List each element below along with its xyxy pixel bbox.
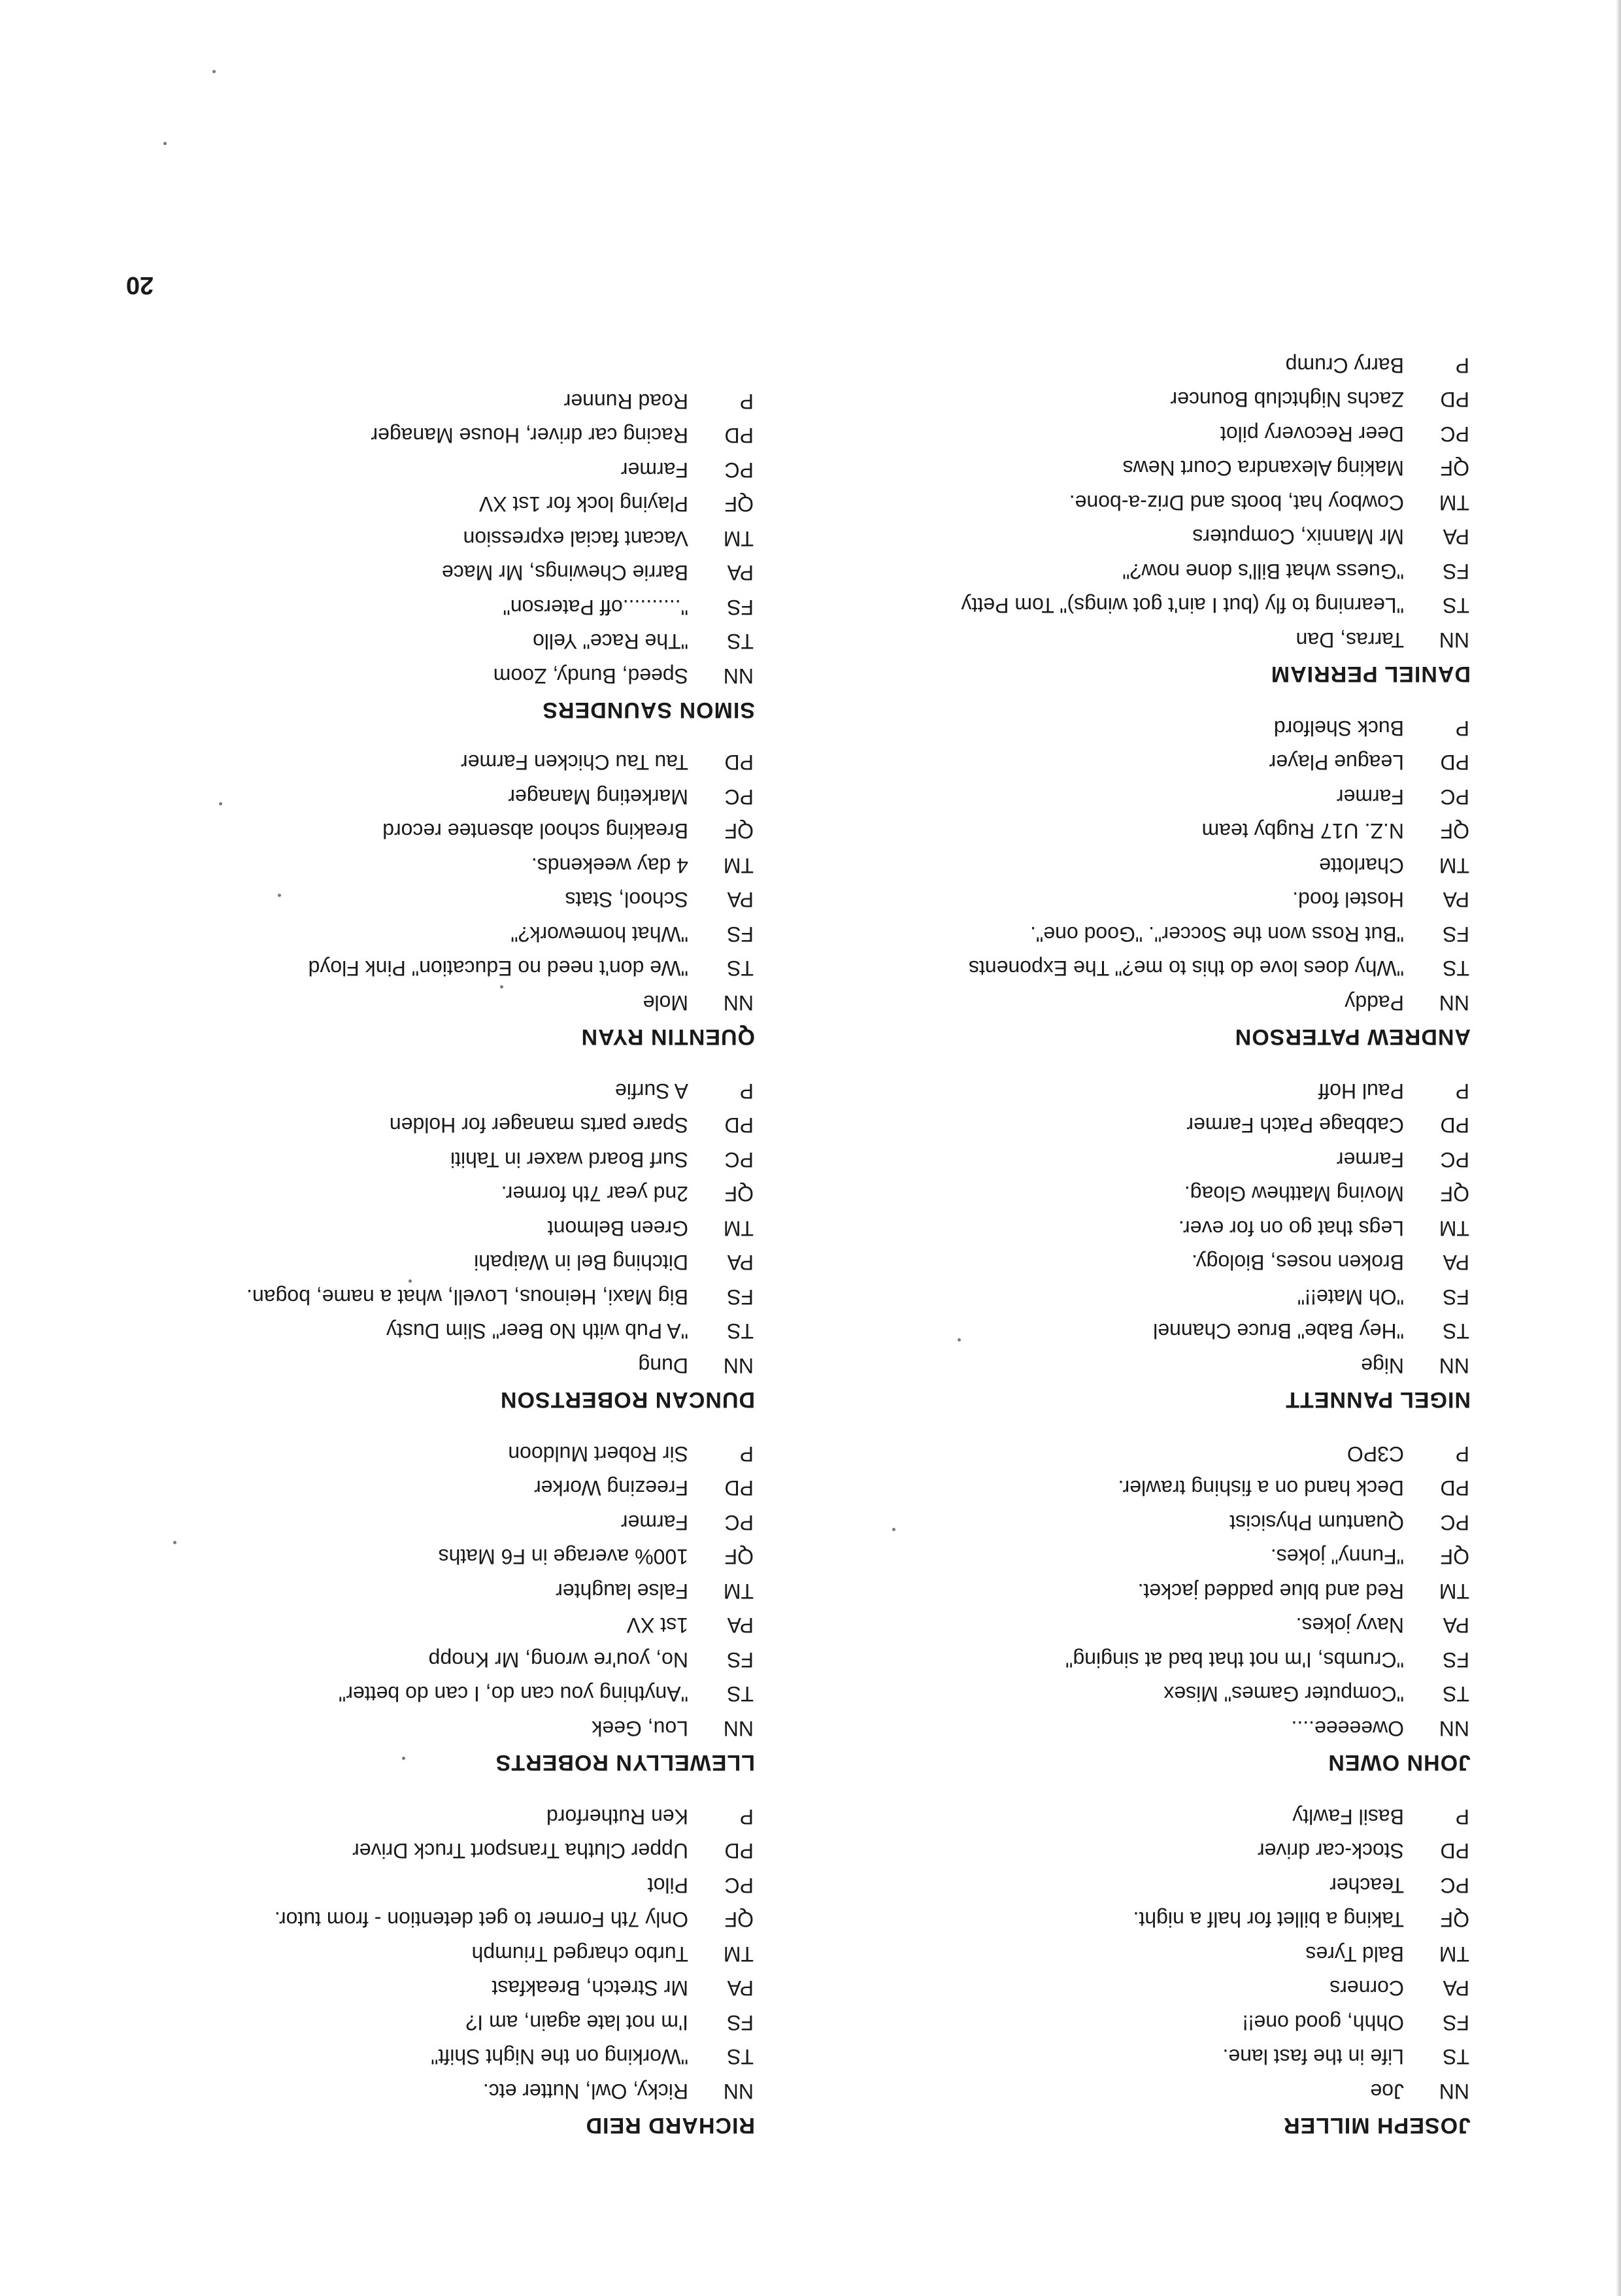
- profile-row: [101, 745, 755, 780]
- profile-row: [101, 2006, 755, 2040]
- row-value: Tau Tau Chicken Farmer: [461, 751, 688, 775]
- row-code: PC: [724, 785, 754, 809]
- profile-row: [817, 1177, 1471, 1211]
- profile-name: QUENTIN RYAN: [580, 1024, 755, 1049]
- row-value: Farmer: [620, 458, 688, 482]
- row-code: TS: [727, 1682, 754, 1706]
- profile-row: [101, 849, 755, 883]
- profile-row: [101, 951, 755, 986]
- row-value: Green Belmont: [547, 1217, 688, 1240]
- row-value: Barrie Chewings, Mr Mace: [442, 561, 688, 585]
- row-code: PA: [727, 1613, 754, 1638]
- profile-row: [817, 2040, 1471, 2074]
- profile-row: [101, 1245, 755, 1280]
- scan-speck: [173, 1541, 176, 1544]
- row-value: Racing car driver, House Manager: [371, 424, 688, 448]
- row-value: Quantum Physicist: [1229, 1511, 1404, 1534]
- profile-row: [817, 1074, 1471, 1109]
- row-value: Deck hand on a fishing trawler.: [1118, 1476, 1404, 1500]
- profile-name: SIMON SAUNDERS: [542, 698, 755, 722]
- row-value: Lou, Geek: [592, 1717, 688, 1740]
- row-value: Farmer: [1336, 1148, 1404, 1172]
- scan-speck: [212, 70, 216, 73]
- row-code: NN: [723, 664, 754, 688]
- profile-row: [101, 1108, 755, 1143]
- row-code: PD: [1440, 751, 1469, 775]
- row-value: "The Race" Yello: [533, 630, 688, 654]
- row-code: FS: [1443, 1648, 1469, 1672]
- row-code: TS: [1443, 594, 1469, 618]
- row-code: PC: [724, 1511, 754, 1534]
- profile-row: [817, 451, 1471, 486]
- row-code: TS: [727, 630, 754, 654]
- row-code: PD: [724, 1839, 754, 1863]
- row-code: FS: [1443, 1285, 1469, 1309]
- row-value: "..........off Paterson": [503, 596, 688, 619]
- profile-row: [101, 1971, 755, 2006]
- profile-row: [101, 522, 755, 556]
- profile-row: [101, 1349, 755, 1383]
- row-code: TM: [723, 854, 754, 877]
- row-value: Charlotte: [1319, 854, 1404, 877]
- profile-row: [817, 1712, 1471, 1746]
- row-value: School, Stats: [565, 888, 688, 912]
- scan-speck: [892, 1528, 895, 1531]
- profile-row: [101, 1574, 755, 1609]
- row-value: Breaking school absentee record: [382, 819, 688, 843]
- profile-row: [817, 623, 1471, 658]
- row-code: TS: [727, 2045, 754, 2069]
- row-value: "Working on the Night Shift": [431, 2045, 688, 2069]
- row-value: Red and blue padded jacket.: [1137, 1579, 1404, 1603]
- row-code: PA: [1443, 888, 1469, 912]
- row-value: Deer Recovery pilot: [1220, 422, 1404, 446]
- row-value: "Why does love do this to me?" The Exponents: [968, 956, 1404, 981]
- row-code: TM: [1439, 1217, 1469, 1240]
- profile-row: [101, 917, 755, 952]
- row-code: TM: [1439, 491, 1469, 515]
- profile-row: [101, 1643, 755, 1678]
- row-code: PC: [1440, 1874, 1469, 1897]
- scan-speck: [278, 894, 281, 897]
- profile-row: [817, 711, 1471, 746]
- row-value: Navy jokes.: [1295, 1613, 1404, 1638]
- row-code: PD: [724, 751, 754, 775]
- row-code: TS: [1443, 1682, 1469, 1706]
- row-code: FS: [727, 1285, 754, 1309]
- row-value: Taking a billet for half a night.: [1133, 1908, 1404, 1932]
- profile-row: [817, 2006, 1471, 2040]
- row-code: P: [1455, 1442, 1469, 1466]
- profile-row: [817, 780, 1471, 815]
- row-code: FS: [727, 596, 754, 619]
- profile-row: [101, 590, 755, 625]
- profile-row: [101, 1471, 755, 1506]
- profile-row: [101, 1540, 755, 1574]
- row-code: PC: [1440, 785, 1469, 809]
- row-code: P: [739, 390, 754, 413]
- row-code: QF: [724, 492, 754, 516]
- row-value: Mole: [643, 991, 688, 1015]
- profile-row: [101, 2040, 755, 2074]
- profile-row: [817, 1349, 1471, 1383]
- scan-speck: [219, 802, 222, 805]
- profile-row: [817, 1506, 1471, 1540]
- row-code: PC: [724, 458, 754, 482]
- profile-row: [817, 745, 1471, 780]
- row-value: Farmer: [620, 1511, 688, 1534]
- profile-name: DANIEL PERRIAM: [1270, 662, 1471, 686]
- profile-row: [817, 382, 1471, 417]
- row-value: Zachs Nightclub Bouncer: [1170, 388, 1404, 412]
- row-code: QF: [724, 1182, 754, 1206]
- profile-row: [101, 1937, 755, 1972]
- profile-richard-reid: [101, 1800, 755, 2143]
- row-code: NN: [723, 1354, 754, 1377]
- row-code: P: [1455, 1079, 1469, 1103]
- profile-row: [817, 1471, 1471, 1506]
- row-code: FS: [727, 922, 754, 946]
- row-value: Teacher: [1329, 1874, 1404, 1897]
- row-value: C3PO: [1346, 1442, 1404, 1466]
- row-value: Joe: [1370, 2080, 1404, 2103]
- row-value: Life in the fast lane.: [1222, 2045, 1404, 2069]
- profile-row: [817, 1971, 1471, 2006]
- profile-quentin-ryan: [101, 745, 755, 1054]
- row-value: Stock-car driver: [1257, 1839, 1404, 1863]
- profile-row: [101, 986, 755, 1021]
- row-value: Basil Fawlty: [1292, 1805, 1404, 1829]
- row-value: Pilot: [647, 1874, 688, 1897]
- row-value: Sir Robert Muldoon: [508, 1442, 688, 1466]
- row-value: "Learning to fly (but I ain't got wings)" Tom Petty: [961, 594, 1404, 618]
- row-code: TM: [1439, 854, 1469, 877]
- profile-andrew-paterson: [817, 711, 1471, 1055]
- row-code: QF: [1440, 456, 1469, 481]
- row-code: PA: [1443, 1613, 1469, 1638]
- row-value: "What homework?": [510, 922, 688, 946]
- row-code: PA: [1443, 1976, 1469, 2001]
- row-value: League Player: [1269, 751, 1404, 775]
- profile-duncan-robertson: [101, 1074, 755, 1417]
- scan-speck: [163, 142, 167, 145]
- row-code: NN: [1439, 628, 1469, 652]
- row-code: PC: [1440, 422, 1469, 446]
- profile-row: [817, 1211, 1471, 1246]
- row-value: Paul Hoff: [1318, 1079, 1404, 1103]
- row-code: FS: [1443, 922, 1469, 946]
- profile-row: [101, 1314, 755, 1349]
- row-value: 100% average in F6 Maths: [438, 1545, 688, 1569]
- profile-row: [817, 520, 1471, 554]
- row-code: NN: [1439, 991, 1469, 1015]
- profile-row: [101, 814, 755, 849]
- profile-row: [817, 951, 1471, 986]
- row-value: Nige: [1361, 1354, 1404, 1377]
- row-value: Farmer: [1336, 785, 1404, 809]
- profile-row: [817, 1574, 1471, 1609]
- row-value: "Hey Babe" Bruce Channel: [1153, 1319, 1404, 1343]
- row-value: 2nd year 7th former.: [501, 1182, 688, 1206]
- row-value: "Crumbs, I'm not that bad at singing": [1065, 1648, 1404, 1672]
- row-value: "Anything you can do, I can do better": [338, 1682, 688, 1706]
- profile-row: [101, 1834, 755, 1868]
- profile-row: [101, 487, 755, 522]
- row-value: "We don't need no Education" Pink Floyd: [308, 956, 688, 981]
- profile-llewellyn-roberts: [101, 1437, 755, 1780]
- profile-name: ANDREW PATERSON: [1234, 1024, 1471, 1049]
- row-code: TS: [1443, 2045, 1469, 2069]
- profile-row: [817, 1143, 1471, 1177]
- profile-row: [101, 453, 755, 488]
- row-code: P: [739, 1442, 754, 1466]
- profile-row: [817, 917, 1471, 952]
- row-value: Freezing Worker: [534, 1476, 688, 1500]
- row-value: Big Maxi, Heinous, Lovell, what a name, bogan.: [246, 1285, 688, 1309]
- profile-row: [817, 1314, 1471, 1349]
- profile-row: [101, 1800, 755, 1834]
- profile-row: [817, 1437, 1471, 1472]
- profile-row: [101, 1280, 755, 1315]
- row-code: FS: [727, 1648, 754, 1672]
- profile-row: [817, 1608, 1471, 1643]
- row-code: P: [1455, 717, 1469, 740]
- row-value: Paddy: [1345, 991, 1404, 1015]
- row-value: Bald Tyres: [1305, 1942, 1404, 1966]
- row-value: Cowboy hat, boots and Driz-a-bone.: [1069, 491, 1404, 515]
- scan-speck: [500, 985, 503, 988]
- row-value: Ohhh, good one!!: [1242, 2011, 1404, 2034]
- row-code: FS: [1443, 560, 1469, 583]
- row-value: Buck Shelford: [1273, 717, 1404, 740]
- profile-simon-saunders: [101, 384, 755, 728]
- profile-row: [817, 814, 1471, 849]
- row-value: Only 7th Former to get detention - from tutor.: [274, 1908, 688, 1932]
- profile-row: [817, 588, 1471, 623]
- profile-row: [101, 659, 755, 694]
- row-value: Speed, Bundy, Zoom: [493, 664, 688, 688]
- profile-row: [101, 1712, 755, 1746]
- row-value: Moving Matthew Gloag.: [1184, 1182, 1404, 1206]
- profile-row: [817, 1677, 1471, 1712]
- row-value: Road Runner: [563, 390, 688, 413]
- profile-name: DUNCAN ROBERTSON: [500, 1387, 755, 1412]
- row-value: False laughter: [556, 1579, 688, 1603]
- profile-name: LLEWELLYN ROBERTS: [495, 1750, 755, 1775]
- profile-row: [817, 986, 1471, 1021]
- row-code: PD: [1440, 388, 1469, 412]
- row-value: Turbo charged Triumph: [471, 1942, 688, 1966]
- row-code: P: [1455, 354, 1469, 377]
- row-code: PD: [724, 1476, 754, 1500]
- row-code: PC: [1440, 1148, 1469, 1172]
- row-code: FS: [727, 2011, 754, 2034]
- profile-row: [817, 1868, 1471, 1903]
- scan-edge-shadow: [1616, 0, 1621, 2296]
- row-code: QF: [724, 1908, 754, 1932]
- profile-name: NIGEL PANNETT: [1285, 1387, 1471, 1412]
- row-value: N.Z. U17 Rugby team: [1201, 819, 1404, 843]
- row-value: I'm not late again, am I?: [465, 2011, 688, 2034]
- row-value: "Oh Mate!!": [1297, 1285, 1404, 1309]
- row-value: A Surfie: [614, 1079, 688, 1103]
- row-code: PA: [727, 888, 754, 912]
- row-code: QF: [724, 1545, 754, 1569]
- profile-row: [817, 1902, 1471, 1937]
- row-value: Vacant facial expression: [463, 527, 688, 550]
- profile-row: [101, 1437, 755, 1472]
- profile-row: [101, 1902, 755, 1937]
- row-value: Making Alexandra Court News: [1122, 456, 1404, 481]
- row-value: Broken noses, Biology.: [1192, 1251, 1404, 1275]
- page-number: 20: [125, 271, 154, 299]
- row-code: PD: [1440, 1113, 1469, 1138]
- profile-row: [817, 348, 1471, 383]
- scan-speck: [958, 1338, 961, 1342]
- row-code: TM: [723, 1579, 754, 1603]
- profile-row: [817, 1540, 1471, 1574]
- row-code: NN: [1439, 2080, 1469, 2103]
- row-code: PA: [727, 561, 754, 585]
- row-value: No, you're wrong, Mr Knopp: [428, 1648, 688, 1672]
- row-code: QF: [1440, 1182, 1469, 1206]
- row-value: Surf Board waxer in Tahiti: [450, 1148, 688, 1172]
- row-value: Oweeeee....: [1291, 1717, 1404, 1740]
- row-code: TS: [727, 1319, 754, 1343]
- row-code: PD: [724, 424, 754, 448]
- row-code: TM: [723, 1217, 754, 1240]
- row-value: Corners: [1329, 1976, 1404, 2001]
- row-code: NN: [723, 1717, 754, 1740]
- profile-row: [101, 418, 755, 453]
- row-code: PC: [724, 1148, 754, 1172]
- row-code: TM: [723, 1942, 754, 1966]
- profile-row: [817, 883, 1471, 917]
- row-value: Spare parts manager for Holden: [389, 1113, 688, 1138]
- row-value: "Computer Games" Misex: [1163, 1682, 1404, 1706]
- profile-row: [817, 554, 1471, 589]
- row-value: Upper Clutha Transport Truck Driver: [352, 1839, 688, 1863]
- row-code: PD: [724, 1113, 754, 1138]
- row-value: Mr Mannix, Computers: [1192, 525, 1404, 549]
- row-code: PD: [1440, 1839, 1469, 1863]
- row-code: PC: [1440, 1511, 1469, 1534]
- row-value: Playing lock for 1st XV: [478, 492, 688, 516]
- profile-row: [817, 1280, 1471, 1315]
- profile-row: [817, 1108, 1471, 1143]
- profile-row: [101, 883, 755, 917]
- profile-row: [817, 2074, 1471, 2109]
- profile-row: [101, 1506, 755, 1540]
- row-value: Tarras, Dan: [1295, 628, 1404, 652]
- row-value: Legs that go on for ever.: [1178, 1217, 1404, 1240]
- row-value: 1st XV: [626, 1613, 688, 1638]
- row-code: TM: [1439, 1942, 1469, 1966]
- row-value: "A Pub with No Beer" Slim Dusty: [386, 1319, 688, 1343]
- row-code: TS: [727, 956, 754, 981]
- row-code: QF: [1440, 1908, 1469, 1932]
- profile-row: [101, 1143, 755, 1177]
- row-value: Cabbage Patch Farmer: [1186, 1113, 1404, 1138]
- profile-row: [101, 624, 755, 659]
- profile-row: [817, 417, 1471, 452]
- profile-row: [817, 486, 1471, 520]
- profile-row: [101, 1608, 755, 1643]
- profile-row: [101, 384, 755, 419]
- profile-joseph-miller: [817, 1800, 1471, 2143]
- row-value: Marketing Manager: [508, 785, 688, 809]
- row-code: PA: [1443, 1251, 1469, 1275]
- row-value: Mr Stretch, Breakfast: [492, 1976, 688, 2001]
- profile-daniel-perriam: [817, 348, 1471, 692]
- scan-speck: [409, 1279, 412, 1283]
- row-code: QF: [724, 819, 754, 843]
- profile-row: [101, 1677, 755, 1712]
- profile-row: [101, 556, 755, 590]
- profile-nigel-pannett: [817, 1074, 1471, 1417]
- profile-row: [817, 1834, 1471, 1868]
- row-code: P: [739, 1805, 754, 1829]
- profile-row: [101, 780, 755, 815]
- profile-row: [101, 1868, 755, 1903]
- row-code: TM: [723, 527, 754, 550]
- row-code: TM: [1439, 1579, 1469, 1603]
- row-code: PA: [1443, 525, 1469, 549]
- row-code: TS: [1443, 956, 1469, 981]
- profile-row: [817, 1937, 1471, 1972]
- row-value: "Guess what Bill's done now?": [1122, 560, 1404, 583]
- row-code: QF: [1440, 1545, 1469, 1569]
- row-code: P: [1455, 1805, 1469, 1829]
- row-code: PA: [727, 1976, 754, 2001]
- row-value: "Funny" jokes.: [1270, 1545, 1404, 1569]
- row-value: 4 day weekends.: [531, 854, 688, 877]
- scan-speck: [402, 1757, 405, 1760]
- profile-row: [101, 2074, 755, 2109]
- row-code: NN: [1439, 1717, 1469, 1740]
- profile-row: [101, 1211, 755, 1246]
- row-code: PD: [1440, 1476, 1469, 1500]
- profile-row: [817, 1643, 1471, 1678]
- row-value: Barry Crump: [1285, 354, 1404, 377]
- row-code: NN: [723, 991, 754, 1015]
- profile-row: [817, 1800, 1471, 1834]
- profile-name: JOSEPH MILLER: [1283, 2113, 1471, 2138]
- row-code: NN: [1439, 1354, 1469, 1377]
- row-value: Dung: [638, 1354, 688, 1377]
- row-code: NN: [723, 2080, 754, 2103]
- profile-name: RICHARD REID: [585, 2113, 755, 2138]
- profile-row: [817, 849, 1471, 883]
- row-code: FS: [1443, 2011, 1469, 2034]
- profile-row: [101, 1177, 755, 1211]
- row-code: P: [739, 1079, 754, 1103]
- row-code: PA: [727, 1251, 754, 1275]
- row-value: Ricky, Owl, Nutter etc.: [482, 2080, 688, 2103]
- profile-john-owen: [817, 1437, 1471, 1780]
- row-value: "But Ross won the Soccer". "Good one".: [1030, 922, 1404, 946]
- row-value: Ken Rutherford: [546, 1805, 688, 1829]
- row-code: QF: [1440, 819, 1469, 843]
- profile-name: JOHN OWEN: [1328, 1750, 1471, 1775]
- row-value: Ditching Bel in Waipahi: [474, 1251, 688, 1275]
- profile-row: [101, 1074, 755, 1109]
- row-code: PC: [724, 1874, 754, 1897]
- profile-row: [817, 1245, 1471, 1280]
- row-code: TS: [1443, 1319, 1469, 1343]
- row-value: Hostel food.: [1292, 888, 1404, 912]
